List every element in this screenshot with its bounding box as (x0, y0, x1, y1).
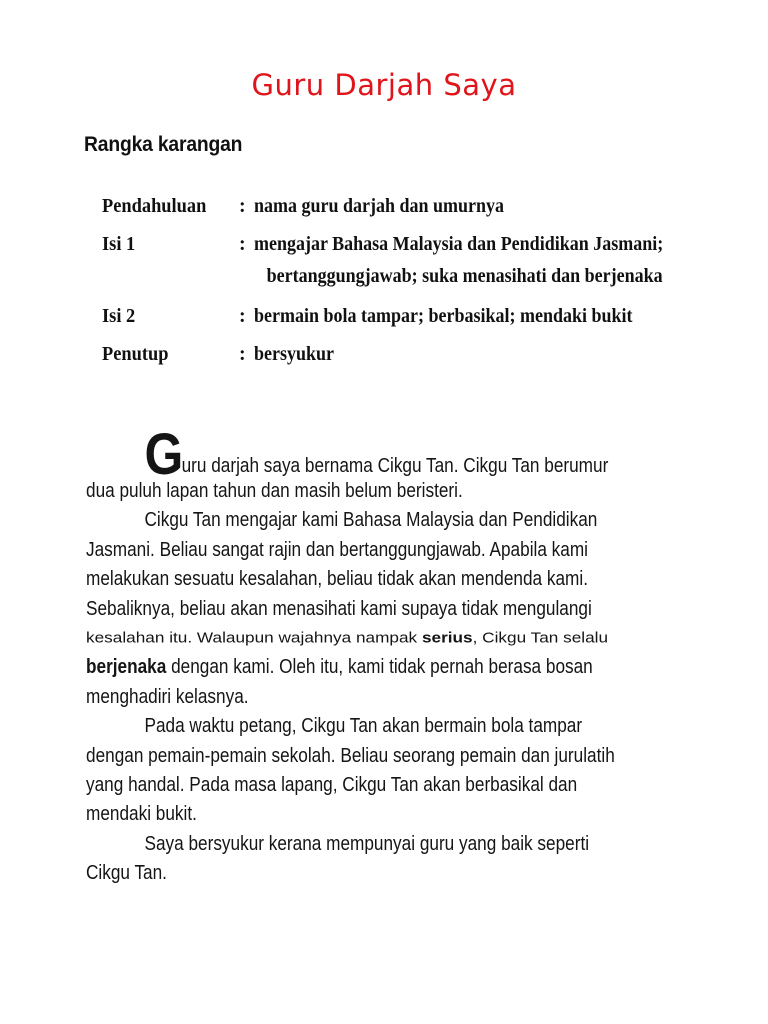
outline-row-isi-2 (102, 303, 762, 341)
essay-first-line (86, 422, 746, 487)
outline-label: Pendahuluan (102, 195, 207, 217)
outline-label: Isi 1 (102, 233, 136, 255)
essay-line: Pada waktu petang, Cikgu Tan akan bermain bola tampar (144, 715, 583, 738)
essay-text: kesalahan itu. Walaupun wajahnya nampak (86, 630, 422, 647)
essay-line: dua puluh lapan tahun dan masih belum beristeri. (86, 480, 463, 502)
outline-text-line: bersyukur (254, 343, 335, 365)
outline-heading: Rangka karangan (84, 133, 243, 156)
essay-bold-word: berjenaka (86, 656, 167, 679)
essay-line: mendaki bukit. (86, 803, 197, 826)
essay-text: uru darjah saya bernama Cikgu Tan. Cikgu Tan berumur (181, 455, 609, 477)
outline-row-isi-1 (102, 231, 762, 303)
outline-colon: : (239, 195, 246, 217)
drop-cap: G (144, 422, 182, 487)
essay-line: Sebaliknya, beliau akan menasihati kami supaya tidak mengulangi (86, 597, 592, 620)
essay-line (86, 653, 746, 682)
essay-line: Cikgu Tan mengajar kami Bahasa Malaysia dan Pendidikan (144, 509, 598, 532)
essay-bold-word: serius (421, 630, 473, 647)
outline-label: Penutup (102, 343, 169, 365)
essay-text: dengan kami. Oleh itu, kami tidak pernah berasa bosan (166, 656, 593, 679)
essay-line: dengan pemain-pemain sekolah. Beliau seorang pemain dan jurulatih (86, 744, 615, 767)
outline-colon: : (239, 305, 246, 327)
essay-line: Cikgu Tan. (86, 862, 167, 885)
outline-label: Isi 2 (102, 305, 136, 327)
outline-text-line: mengajar Bahasa Malaysia dan Pendidikan Jasmani; (254, 233, 664, 255)
outline-text-line: bermain bola tampar; berbasikal; mendaki bukit (254, 305, 633, 327)
outline-colon: : (239, 343, 246, 365)
essay-text: , Cikgu Tan selalu (472, 630, 609, 647)
essay-body (86, 422, 746, 889)
essay-line: yang handal. Pada masa lapang, Cikgu Tan akan berbasikal dan (86, 774, 578, 797)
essay-line-squashed (86, 624, 746, 653)
outline-colon: : (239, 233, 246, 255)
essay-line: Saya bersyukur kerana mempunyai guru yang baik seperti (144, 832, 590, 855)
outline-text-line: bertanggungjawab; suka menasihati dan berjenaka (266, 265, 663, 287)
outline-text (254, 193, 722, 219)
essay-outline (102, 193, 762, 379)
outline-row-penutup (102, 341, 762, 379)
essay-line: melakukan sesuatu kesalahan, beliau tidak akan mendenda kami. (86, 568, 588, 591)
outline-text (254, 341, 722, 367)
outline-text (254, 231, 722, 289)
page-title: Guru Darjah Saya (251, 68, 517, 102)
outline-row-pendahuluan (102, 193, 762, 231)
essay-line: menghadiri kelasnya. (86, 685, 249, 708)
outline-text (254, 303, 722, 329)
essay-line: Jasmani. Beliau sangat rajin dan bertanggungjawab. Apabila kami (86, 538, 588, 561)
outline-text-line: nama guru darjah dan umurnya (254, 195, 505, 217)
